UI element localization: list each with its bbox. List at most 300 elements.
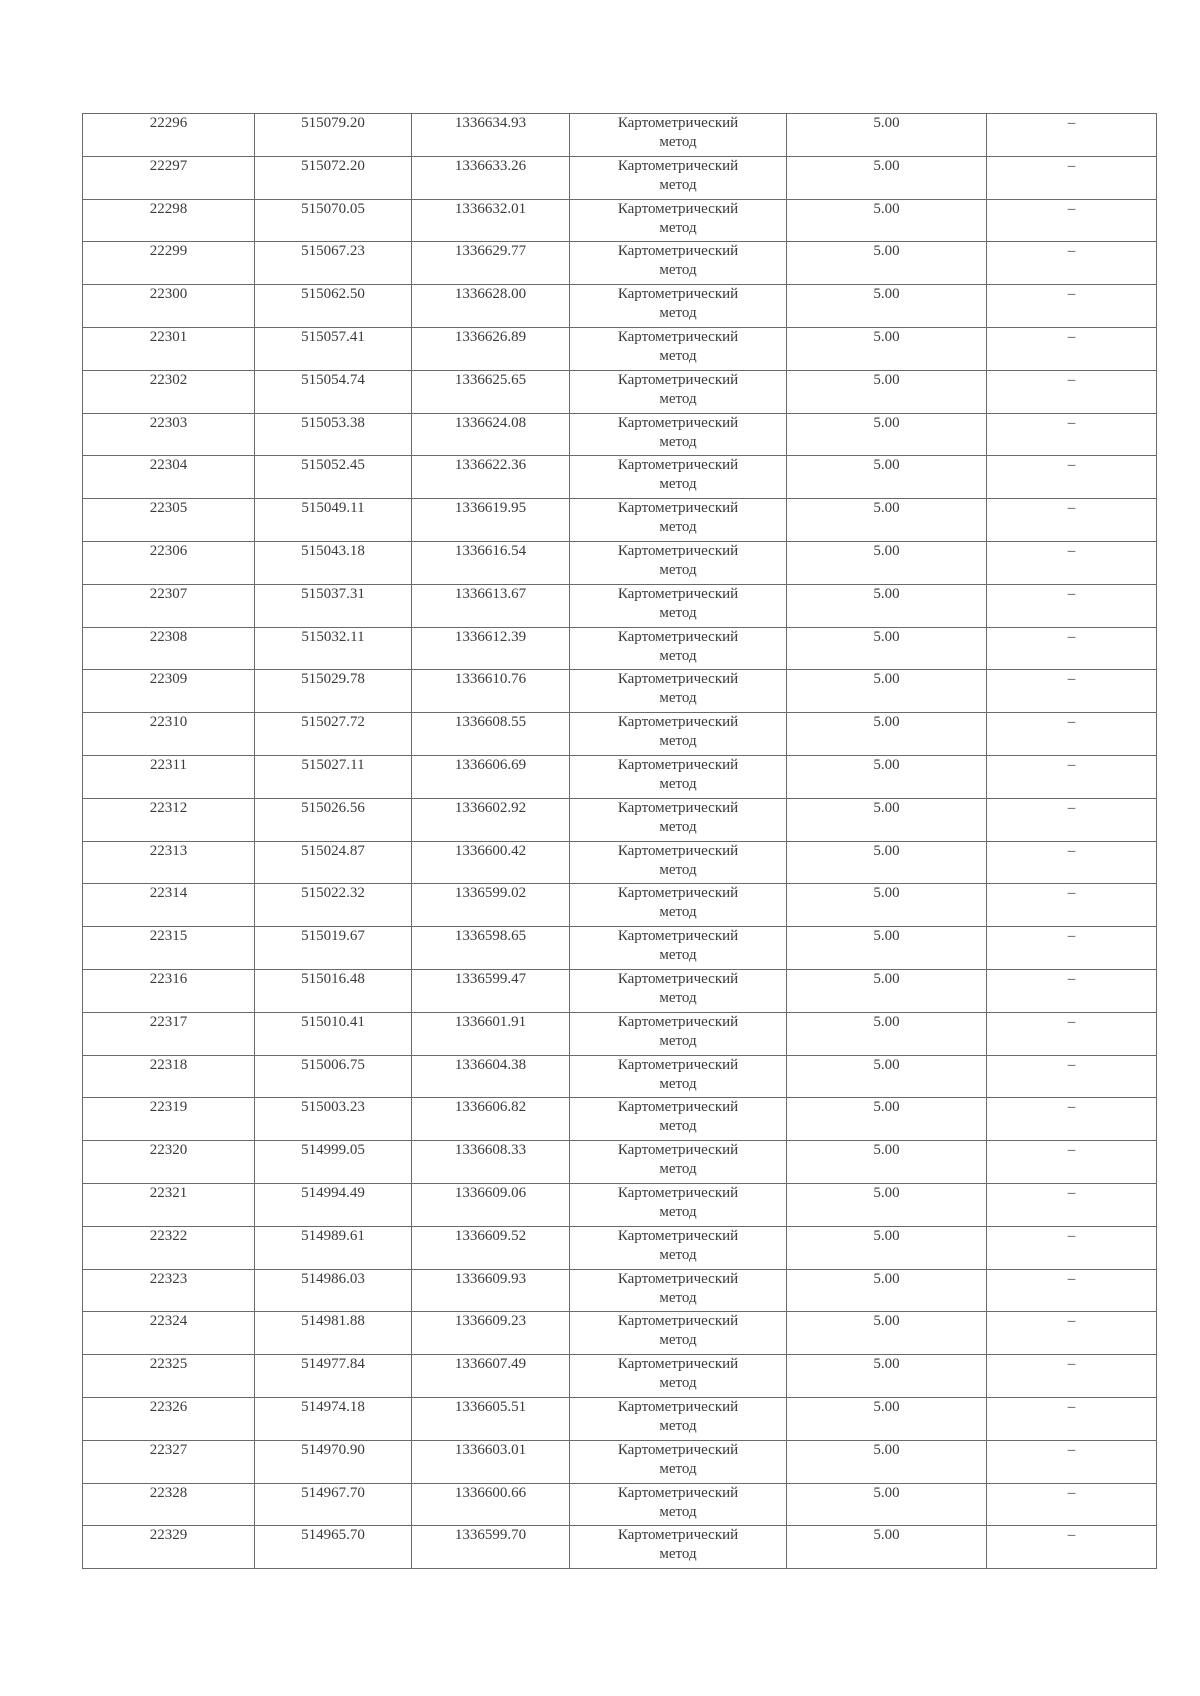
method-line-2: метод <box>659 1118 697 1135</box>
point-number-cell: 22304 <box>83 456 255 499</box>
point-number-cell: 22322 <box>83 1226 255 1269</box>
accuracy-cell: 5.00 <box>787 755 987 798</box>
method-cell <box>570 1526 787 1569</box>
table-row <box>83 242 1157 285</box>
y-coordinate-cell: 1336603.01 <box>412 1440 570 1483</box>
y-coordinate-cell: 1336629.77 <box>412 242 570 285</box>
point-number-cell: 22324 <box>83 1312 255 1355</box>
accuracy-cell: 5.00 <box>787 1483 987 1526</box>
method-cell <box>570 541 787 584</box>
y-coordinate-cell: 1336613.67 <box>412 584 570 627</box>
method-line-2: метод <box>659 262 697 279</box>
accuracy-cell: 5.00 <box>787 1526 987 1569</box>
note-cell: – <box>987 1269 1157 1312</box>
accuracy-cell: 5.00 <box>787 1098 987 1141</box>
method-line-1: Картометрический <box>617 414 739 431</box>
method-line-1: Картометрический <box>617 542 739 559</box>
x-coordinate-cell: 515049.11 <box>255 499 412 542</box>
table-row <box>83 327 1157 370</box>
point-number-cell: 22316 <box>83 969 255 1012</box>
method-line-1: Картометрический <box>617 371 739 388</box>
point-number-cell: 22327 <box>83 1440 255 1483</box>
note-cell: – <box>987 156 1157 199</box>
y-coordinate-cell: 1336625.65 <box>412 370 570 413</box>
method-cell <box>570 584 787 627</box>
accuracy-cell: 5.00 <box>787 1312 987 1355</box>
point-number-cell: 22313 <box>83 841 255 884</box>
y-coordinate-cell: 1336607.49 <box>412 1355 570 1398</box>
note-cell: – <box>987 1355 1157 1398</box>
note-cell: – <box>987 242 1157 285</box>
accuracy-cell: 5.00 <box>787 1141 987 1184</box>
method-cell <box>570 327 787 370</box>
accuracy-cell: 5.00 <box>787 841 987 884</box>
table-row <box>83 713 1157 756</box>
accuracy-cell: 5.00 <box>787 1183 987 1226</box>
point-number-cell: 22297 <box>83 156 255 199</box>
y-coordinate-cell: 1336626.89 <box>412 327 570 370</box>
accuracy-cell: 5.00 <box>787 1355 987 1398</box>
x-coordinate-cell: 515029.78 <box>255 670 412 713</box>
point-number-cell: 22329 <box>83 1526 255 1569</box>
table-row <box>83 969 1157 1012</box>
point-number-cell: 22315 <box>83 927 255 970</box>
y-coordinate-cell: 1336602.92 <box>412 798 570 841</box>
method-cell <box>570 1397 787 1440</box>
method-line-1: Картометрический <box>617 842 739 859</box>
accuracy-cell: 5.00 <box>787 584 987 627</box>
table-row <box>83 1141 1157 1184</box>
y-coordinate-cell: 1336619.95 <box>412 499 570 542</box>
y-coordinate-cell: 1336605.51 <box>412 1397 570 1440</box>
method-cell <box>570 1098 787 1141</box>
method-line-2: метод <box>659 134 697 150</box>
note-cell: – <box>987 1098 1157 1141</box>
point-number-cell: 22310 <box>83 713 255 756</box>
method-line-1: Картометрический <box>617 286 739 303</box>
y-coordinate-cell: 1336606.69 <box>412 755 570 798</box>
table-row <box>83 927 1157 970</box>
y-coordinate-cell: 1336608.55 <box>412 713 570 756</box>
accuracy-cell: 5.00 <box>787 199 987 242</box>
y-coordinate-cell: 1336599.70 <box>412 1526 570 1569</box>
note-cell: – <box>987 1012 1157 1055</box>
method-cell <box>570 1269 787 1312</box>
x-coordinate-cell: 515070.05 <box>255 199 412 242</box>
x-coordinate-cell: 515019.67 <box>255 927 412 970</box>
point-number-cell: 22303 <box>83 413 255 456</box>
table-row <box>83 1055 1157 1098</box>
method-cell <box>570 114 787 157</box>
x-coordinate-cell: 515016.48 <box>255 969 412 1012</box>
y-coordinate-cell: 1336628.00 <box>412 285 570 328</box>
note-cell: – <box>987 327 1157 370</box>
method-line-1: Картометрический <box>617 200 739 217</box>
note-cell: – <box>987 1141 1157 1184</box>
note-cell: – <box>987 1526 1157 1569</box>
method-line-1: Картометрический <box>617 970 739 987</box>
accuracy-cell: 5.00 <box>787 541 987 584</box>
y-coordinate-cell: 1336633.26 <box>412 156 570 199</box>
y-coordinate-cell: 1336601.91 <box>412 1012 570 1055</box>
method-line-1: Картометрический <box>617 1184 739 1201</box>
y-coordinate-cell: 1336600.42 <box>412 841 570 884</box>
method-cell <box>570 1055 787 1098</box>
accuracy-cell: 5.00 <box>787 156 987 199</box>
note-cell: – <box>987 370 1157 413</box>
note-cell: – <box>987 755 1157 798</box>
x-coordinate-cell: 515006.75 <box>255 1055 412 1098</box>
method-cell <box>570 1312 787 1355</box>
method-cell <box>570 670 787 713</box>
x-coordinate-cell: 515079.20 <box>255 114 412 157</box>
accuracy-cell: 5.00 <box>787 798 987 841</box>
y-coordinate-cell: 1336598.65 <box>412 927 570 970</box>
note-cell: – <box>987 927 1157 970</box>
x-coordinate-cell: 515024.87 <box>255 841 412 884</box>
x-coordinate-cell: 515027.11 <box>255 755 412 798</box>
x-coordinate-cell: 515027.72 <box>255 713 412 756</box>
method-line-2: метод <box>659 390 697 407</box>
note-cell: – <box>987 969 1157 1012</box>
method-line-1: Картометрический <box>617 928 739 945</box>
point-number-cell: 22308 <box>83 627 255 670</box>
method-line-2: метод <box>659 861 697 878</box>
table-row <box>83 156 1157 199</box>
y-coordinate-cell: 1336606.82 <box>412 1098 570 1141</box>
accuracy-cell: 5.00 <box>787 1269 987 1312</box>
x-coordinate-cell: 515054.74 <box>255 370 412 413</box>
accuracy-cell: 5.00 <box>787 1226 987 1269</box>
method-line-2: метод <box>659 1546 697 1563</box>
method-line-1: Картометрический <box>617 1441 739 1458</box>
x-coordinate-cell: 514967.70 <box>255 1483 412 1526</box>
method-line-1: Картометрический <box>617 756 739 773</box>
method-line-2: метод <box>659 1032 697 1049</box>
table-row <box>83 499 1157 542</box>
table-row <box>83 1269 1157 1312</box>
point-number-cell: 22323 <box>83 1269 255 1312</box>
x-coordinate-cell: 514994.49 <box>255 1183 412 1226</box>
y-coordinate-cell: 1336599.02 <box>412 884 570 927</box>
method-line-2: метод <box>659 1417 697 1434</box>
table-row <box>83 1226 1157 1269</box>
method-line-2: метод <box>659 1332 697 1349</box>
note-cell: – <box>987 285 1157 328</box>
note-cell: – <box>987 584 1157 627</box>
x-coordinate-cell: 514974.18 <box>255 1397 412 1440</box>
note-cell: – <box>987 541 1157 584</box>
method-cell <box>570 413 787 456</box>
method-line-1: Картометрический <box>617 885 739 902</box>
method-line-1: Картометрический <box>617 1313 739 1330</box>
method-line-2: метод <box>659 904 697 921</box>
y-coordinate-cell: 1336609.93 <box>412 1269 570 1312</box>
table-row <box>83 114 1157 157</box>
accuracy-cell: 5.00 <box>787 413 987 456</box>
method-cell <box>570 242 787 285</box>
x-coordinate-cell: 514981.88 <box>255 1312 412 1355</box>
point-number-cell: 22311 <box>83 755 255 798</box>
method-line-1: Картометрический <box>617 243 739 260</box>
note-cell: – <box>987 627 1157 670</box>
table-row <box>83 541 1157 584</box>
x-coordinate-cell: 515043.18 <box>255 541 412 584</box>
table-row <box>83 841 1157 884</box>
method-cell <box>570 156 787 199</box>
table-row <box>83 1397 1157 1440</box>
x-coordinate-cell: 515057.41 <box>255 327 412 370</box>
method-line-1: Картометрический <box>617 1142 739 1159</box>
accuracy-cell: 5.00 <box>787 884 987 927</box>
table-row <box>83 755 1157 798</box>
note-cell: – <box>987 713 1157 756</box>
note-cell: – <box>987 114 1157 157</box>
method-cell <box>570 456 787 499</box>
note-cell: – <box>987 1483 1157 1526</box>
method-line-2: метод <box>659 690 697 707</box>
y-coordinate-cell: 1336624.08 <box>412 413 570 456</box>
method-line-2: метод <box>659 347 697 364</box>
method-line-1: Картометрический <box>617 1099 739 1116</box>
x-coordinate-cell: 515022.32 <box>255 884 412 927</box>
method-cell <box>570 1226 787 1269</box>
table-row <box>83 413 1157 456</box>
accuracy-cell: 5.00 <box>787 370 987 413</box>
method-cell <box>570 1141 787 1184</box>
method-cell <box>570 499 787 542</box>
method-cell <box>570 370 787 413</box>
table-row <box>83 1355 1157 1398</box>
table-row <box>83 1098 1157 1141</box>
method-line-2: метод <box>659 519 697 536</box>
method-line-1: Картометрический <box>617 714 739 731</box>
accuracy-cell: 5.00 <box>787 285 987 328</box>
note-cell: – <box>987 884 1157 927</box>
method-cell <box>570 1440 787 1483</box>
accuracy-cell: 5.00 <box>787 1397 987 1440</box>
method-line-2: метод <box>659 818 697 835</box>
method-line-2: метод <box>659 947 697 964</box>
method-cell <box>570 884 787 927</box>
method-line-1: Картометрический <box>617 457 739 474</box>
method-line-2: метод <box>659 433 697 450</box>
note-cell: – <box>987 1055 1157 1098</box>
y-coordinate-cell: 1336604.38 <box>412 1055 570 1098</box>
x-coordinate-cell: 515003.23 <box>255 1098 412 1141</box>
table-row <box>83 627 1157 670</box>
note-cell: – <box>987 1226 1157 1269</box>
x-coordinate-cell: 514989.61 <box>255 1226 412 1269</box>
note-cell: – <box>987 456 1157 499</box>
coordinates-table-body <box>83 114 1157 1569</box>
point-number-cell: 22298 <box>83 199 255 242</box>
accuracy-cell: 5.00 <box>787 1012 987 1055</box>
method-line-1: Картометрический <box>617 1484 739 1501</box>
note-cell: – <box>987 841 1157 884</box>
x-coordinate-cell: 515010.41 <box>255 1012 412 1055</box>
method-cell <box>570 927 787 970</box>
method-cell <box>570 1355 787 1398</box>
method-line-1: Картометрический <box>617 628 739 645</box>
method-cell <box>570 1012 787 1055</box>
x-coordinate-cell: 515037.31 <box>255 584 412 627</box>
accuracy-cell: 5.00 <box>787 456 987 499</box>
method-cell <box>570 798 787 841</box>
method-line-1: Картометрический <box>617 1227 739 1244</box>
x-coordinate-cell: 515032.11 <box>255 627 412 670</box>
method-cell <box>570 969 787 1012</box>
method-cell <box>570 1183 787 1226</box>
note-cell: – <box>987 199 1157 242</box>
method-line-1: Картометрический <box>617 799 739 816</box>
table-row <box>83 1440 1157 1483</box>
point-number-cell: 22328 <box>83 1483 255 1526</box>
method-cell <box>570 199 787 242</box>
method-line-1: Картометрический <box>617 1056 739 1073</box>
accuracy-cell: 5.00 <box>787 499 987 542</box>
accuracy-cell: 5.00 <box>787 327 987 370</box>
table-row <box>83 1183 1157 1226</box>
point-number-cell: 22312 <box>83 798 255 841</box>
point-number-cell: 22307 <box>83 584 255 627</box>
method-line-1: Картометрический <box>617 1356 739 1373</box>
x-coordinate-cell: 515062.50 <box>255 285 412 328</box>
point-number-cell: 22326 <box>83 1397 255 1440</box>
table-row <box>83 1012 1157 1055</box>
table-row <box>83 670 1157 713</box>
note-cell: – <box>987 413 1157 456</box>
point-number-cell: 22301 <box>83 327 255 370</box>
method-line-2: метод <box>659 1075 697 1092</box>
accuracy-cell: 5.00 <box>787 114 987 157</box>
x-coordinate-cell: 514965.70 <box>255 1526 412 1569</box>
accuracy-cell: 5.00 <box>787 670 987 713</box>
y-coordinate-cell: 1336599.47 <box>412 969 570 1012</box>
accuracy-cell: 5.00 <box>787 1055 987 1098</box>
y-coordinate-cell: 1336622.36 <box>412 456 570 499</box>
method-line-2: метод <box>659 1460 697 1477</box>
table-row <box>83 1526 1157 1569</box>
method-line-2: метод <box>659 1503 697 1520</box>
table-row <box>83 456 1157 499</box>
note-cell: – <box>987 670 1157 713</box>
note-cell: – <box>987 1440 1157 1483</box>
x-coordinate-cell: 514977.84 <box>255 1355 412 1398</box>
method-line-2: метод <box>659 219 697 236</box>
table-row <box>83 798 1157 841</box>
table-row <box>83 1483 1157 1526</box>
point-number-cell: 22325 <box>83 1355 255 1398</box>
method-line-1: Картометрический <box>617 1270 739 1287</box>
method-line-1: Картометрический <box>617 671 739 688</box>
point-number-cell: 22318 <box>83 1055 255 1098</box>
method-line-1: Картометрический <box>617 585 739 602</box>
x-coordinate-cell: 514999.05 <box>255 1141 412 1184</box>
method-line-1: Картометрический <box>617 328 739 345</box>
method-cell <box>570 285 787 328</box>
y-coordinate-cell: 1336632.01 <box>412 199 570 242</box>
method-cell <box>570 755 787 798</box>
point-number-cell: 22299 <box>83 242 255 285</box>
point-number-cell: 22320 <box>83 1141 255 1184</box>
x-coordinate-cell: 515026.56 <box>255 798 412 841</box>
y-coordinate-cell: 1336609.52 <box>412 1226 570 1269</box>
point-number-cell: 22296 <box>83 114 255 157</box>
point-number-cell: 22309 <box>83 670 255 713</box>
x-coordinate-cell: 514986.03 <box>255 1269 412 1312</box>
coordinates-table <box>82 113 1157 1569</box>
accuracy-cell: 5.00 <box>787 969 987 1012</box>
method-line-1: Картометрический <box>617 115 739 131</box>
x-coordinate-cell: 515053.38 <box>255 413 412 456</box>
x-coordinate-cell: 514970.90 <box>255 1440 412 1483</box>
y-coordinate-cell: 1336610.76 <box>412 670 570 713</box>
table-row <box>83 584 1157 627</box>
point-number-cell: 22317 <box>83 1012 255 1055</box>
method-line-1: Картометрический <box>617 157 739 174</box>
method-line-2: метод <box>659 647 697 664</box>
x-coordinate-cell: 515072.20 <box>255 156 412 199</box>
method-line-2: метод <box>659 1289 697 1306</box>
method-line-1: Картометрический <box>617 1013 739 1030</box>
table-row <box>83 884 1157 927</box>
table-row <box>83 370 1157 413</box>
method-line-2: метод <box>659 476 697 493</box>
x-coordinate-cell: 515067.23 <box>255 242 412 285</box>
method-cell <box>570 713 787 756</box>
point-number-cell: 22314 <box>83 884 255 927</box>
method-line-1: Картометрический <box>617 1527 739 1544</box>
y-coordinate-cell: 1336609.23 <box>412 1312 570 1355</box>
method-line-2: метод <box>659 305 697 322</box>
method-cell <box>570 841 787 884</box>
point-number-cell: 22305 <box>83 499 255 542</box>
note-cell: – <box>987 798 1157 841</box>
method-line-2: метод <box>659 604 697 621</box>
table-row <box>83 199 1157 242</box>
y-coordinate-cell: 1336634.93 <box>412 114 570 157</box>
accuracy-cell: 5.00 <box>787 627 987 670</box>
method-line-2: метод <box>659 989 697 1006</box>
method-line-2: метод <box>659 1246 697 1263</box>
method-cell <box>570 1483 787 1526</box>
point-number-cell: 22300 <box>83 285 255 328</box>
accuracy-cell: 5.00 <box>787 927 987 970</box>
method-line-2: метод <box>659 733 697 750</box>
method-line-2: метод <box>659 1203 697 1220</box>
y-coordinate-cell: 1336600.66 <box>412 1483 570 1526</box>
table-row <box>83 1312 1157 1355</box>
accuracy-cell: 5.00 <box>787 242 987 285</box>
method-line-1: Картометрический <box>617 500 739 517</box>
point-number-cell: 22319 <box>83 1098 255 1141</box>
method-line-2: метод <box>659 1375 697 1392</box>
y-coordinate-cell: 1336609.06 <box>412 1183 570 1226</box>
table-row <box>83 285 1157 328</box>
note-cell: – <box>987 499 1157 542</box>
note-cell: – <box>987 1397 1157 1440</box>
point-number-cell: 22321 <box>83 1183 255 1226</box>
point-number-cell: 22302 <box>83 370 255 413</box>
method-line-2: метод <box>659 561 697 578</box>
method-line-2: метод <box>659 176 697 193</box>
method-cell <box>570 627 787 670</box>
y-coordinate-cell: 1336608.33 <box>412 1141 570 1184</box>
y-coordinate-cell: 1336616.54 <box>412 541 570 584</box>
method-line-2: метод <box>659 775 697 792</box>
point-number-cell: 22306 <box>83 541 255 584</box>
